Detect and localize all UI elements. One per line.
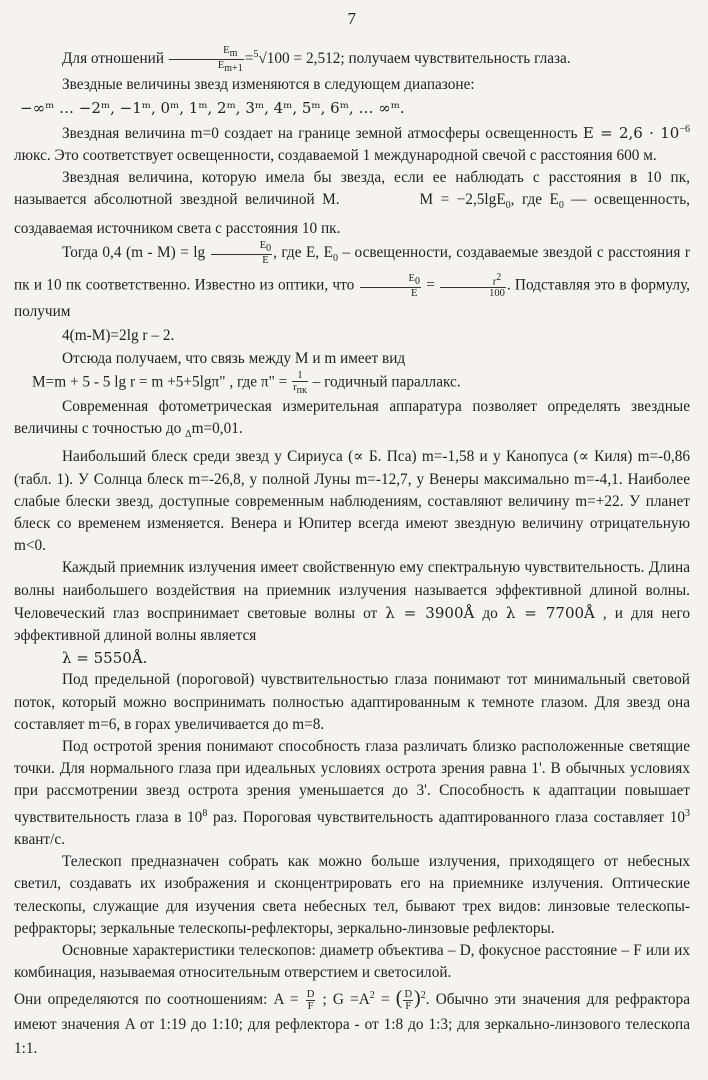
text: F (405, 1001, 412, 1013)
text: ; G =A (316, 991, 370, 1009)
subscript: 0 (558, 200, 564, 212)
text: люкс. Это соответствует освещенности, создаваемой 1 международной свечой с расстояния 600 м. (14, 147, 657, 165)
text: – годичный параллакс. (308, 373, 461, 391)
fraction (403, 989, 413, 1012)
text: M=m + 5 - 5 lg r = m +5+5lgπ" , где π" = (32, 373, 292, 391)
text: – освещенности, создаваемые звездой с расстояния (337, 243, 681, 261)
text: = (374, 991, 396, 1009)
text: λ = 7700Å (505, 603, 595, 622)
text: 10 (187, 808, 203, 826)
text: D (306, 989, 315, 1001)
text: — освещенность, создаваемая источником света с расстояния 10 пк. (14, 191, 691, 237)
text: раз. Пороговая чувствительность адаптированного глаза составляет (207, 808, 670, 826)
subscript: Δ (185, 429, 192, 441)
root-sign: √ (258, 50, 267, 68)
text: E = 2,6 · 10 (582, 123, 680, 142)
text: Тогда 0,4 (m - M) = lg (62, 243, 206, 261)
text: 100 (489, 288, 505, 300)
exponent: 8 (202, 807, 208, 819)
text: = (421, 276, 440, 294)
fraction (211, 240, 272, 266)
text: до (474, 604, 506, 622)
fraction (169, 45, 244, 74)
text: m=0,01. (191, 420, 243, 438)
text: m (229, 48, 238, 60)
text: . Подставляя это в формулу, получим (14, 276, 691, 321)
exponent: 2 (420, 990, 426, 1002)
text: квант/с. (14, 830, 65, 848)
fraction (292, 370, 308, 396)
text: E (217, 60, 225, 72)
text: , и для него эффективной длиной волны является (14, 604, 690, 645)
exponent: −6 (679, 123, 690, 135)
text: E (223, 45, 230, 57)
paragraph-relation: Отсюда получаем, что связь между M и m имеет вид (62, 349, 406, 367)
text: r (293, 381, 297, 393)
text: пк (296, 384, 307, 396)
text: Они определяются по соотношениям: A = (14, 991, 305, 1009)
text: λ = 3900Å (385, 603, 475, 622)
paragraph-characteristics: Основные характеристики телескопов: диаметр объектива – D, фокусное расстояние – F или их комбинация, называемая относительным отверстием и светосилой. (14, 942, 690, 982)
paragraph-brightest: Наибольший блеск среди звезд у Сириуса (∝ Б. Пса) m=-1,58 и у Канопуса (∝ Киля) m=-0,86 (табл. 1). У Солнца блеск m=-26,8, у полной Луны m=-12,7, у Венеры максимально m=-4,1. Наиболее слабые блески звезд, доступные современным наблюдениям, составляют величину m=+22. У планет блеск со временем изменяется. Венера и Юпитер всегда имеют звездную величину отрицательную m<0. (14, 448, 690, 555)
text: M = −2,5lgE (419, 191, 506, 209)
text: E (408, 272, 415, 284)
text: r пк и 10 пк соответственно. Известно из оптики, что (14, 243, 690, 294)
subscript: 0 (505, 200, 511, 212)
subscript: 0 (332, 252, 338, 264)
text: D (404, 989, 413, 1001)
paragraph-receiver (14, 557, 690, 647)
fraction (440, 272, 506, 300)
text: E (259, 240, 267, 252)
formula-parallax (14, 370, 690, 396)
text: 100 = 2,512; получаем чувствительность глаза. (266, 50, 571, 68)
paragraph-ratios (14, 984, 690, 1060)
text: 0 (414, 275, 420, 287)
page-number: 7 (347, 9, 357, 28)
root-index: 5 (253, 49, 259, 61)
formula-wavelength: λ = 5550Å. (62, 649, 148, 668)
text: 10 (669, 808, 686, 826)
text: E (262, 255, 269, 267)
text: r (492, 276, 497, 288)
text: = (244, 50, 254, 68)
paragraph-zero-mag (14, 119, 690, 168)
text: 0 (266, 243, 272, 255)
paragraph-threshold: Под предельной (пороговой) чувствительностью глаза понимают тот минимальный световой поток, который можно воспринимать полностью адаптированным к темноте глазом. Для звезд она составляет m=6, в горах увеличивается до m=8. (14, 671, 690, 733)
paragraph-photometry (14, 396, 690, 446)
text: Под остротой зрения понимают способность глаза различать близко расположенные светящие точки. Для нормального глаза при идеальных условиях острота зрения равна 1'. В обычных условиях при рассмотрении звезд острота зрения уменьшается до 3'. Способность к адаптации повышает чувствительность глаза в (14, 738, 690, 826)
text: Современная фотометрическая измерительная аппаратура позволяет определять звездные величины с точностью до (14, 397, 690, 438)
paragraph-range: Звездные величины звезд изменяются в следующем диапазоне: (62, 76, 475, 94)
formula-line: 4(m-M)=2lg r – 2. (62, 327, 175, 345)
paren: ) (414, 987, 421, 1010)
text: F (307, 1001, 314, 1013)
text: Каждый приемник излучения имеет свойственную ему спектральную чувствительность. Длина волны наибольшего воздействия на приемник излучения называется эффективной длиной волны. Человеческий глаз воспринимает световые волны от (14, 559, 690, 622)
text: m+1 (224, 63, 243, 75)
text: 1 (292, 370, 308, 382)
text: . Обычно эти значения для рефрактора имеют значения A от 1:19 до 1:10; для рефлектора - от 1:8 до 1:3; для зеркально-линзового телескопа 1:1. (14, 991, 690, 1057)
text: , где E (510, 191, 559, 209)
exponent: 2 (369, 990, 375, 1002)
text: Звездная величина, которую имела бы звезда, если ее наблюдать с расстояния в 10 пк, называется абсолютной звездной величиной M. (14, 169, 690, 209)
fraction (306, 989, 316, 1012)
text: Звездная величина m=0 создает на границе земной атмосферы освещенность (62, 124, 578, 142)
magnitude-sequence: −∞ᵐ … −2ᵐ, −1ᵐ, 0ᵐ, 1ᵐ, 2ᵐ, 3ᵐ, 4ᵐ, 5ᵐ, 6ᵐ, … ∞ᵐ. (20, 98, 405, 117)
text: E (411, 287, 418, 299)
text: , где E, E (273, 243, 333, 261)
paren: ( (395, 987, 403, 1010)
paragraph-formula (14, 240, 690, 326)
text: Для отношений (62, 50, 165, 68)
paragraph-absolute-mag (14, 167, 690, 240)
paragraph-telescope: Телескоп предназначен собрать как можно больше излучения, приходящего от небесных светил, создавать их изображения и сконцентрировать его на приемнике излучения. Оптические телескопы, служащие для изучения света небесных тел, бывают трех видов: линзовые телескопы-рефракторы; зеркальные телескопы-рефлекторы, зеркально-линзовые рефлекторы. (14, 853, 690, 937)
fraction (360, 273, 421, 299)
paragraph-ratio (14, 44, 690, 74)
text: 2 (496, 271, 502, 283)
paragraph-acuity (14, 736, 690, 851)
exponent: 3 (685, 807, 691, 819)
